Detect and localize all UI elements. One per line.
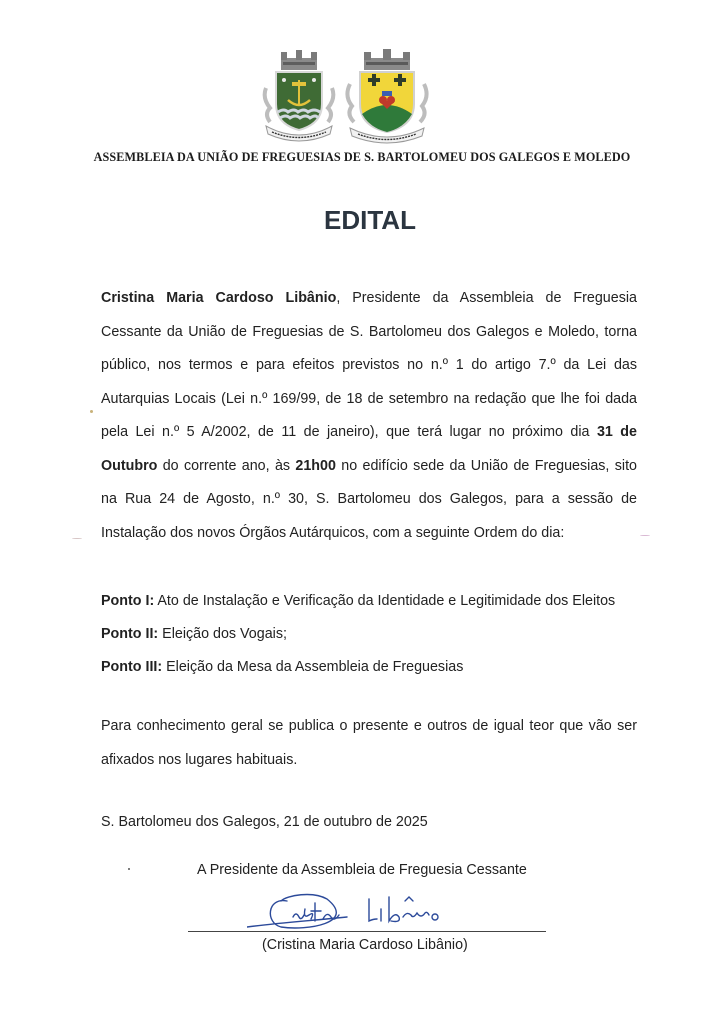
intro-line (101, 282, 637, 316)
agenda-item-label: Ponto I: (101, 593, 155, 609)
intro-line (101, 416, 637, 450)
intro-text: do corrente ano, às (157, 457, 296, 474)
event-month: Outubro (101, 457, 158, 474)
signatory-role: A Presidente da Assembleia de Freguesia Cessante (197, 862, 527, 878)
signature-line (188, 931, 546, 932)
scan-speck (128, 868, 130, 870)
scan-speck (72, 538, 82, 539)
intro-line: Cessante da União de Freguesias de S. Bartolomeu dos Galegos e Moledo, torna (101, 323, 637, 340)
intro-text: pela Lei n.º 5 A/2002, de 11 de janeiro), que terá lugar no próximo dia (101, 424, 597, 440)
agenda-item-text: Eleição dos Vogais; (158, 626, 287, 642)
intro-paragraph (101, 282, 637, 550)
sao-bartolomeu-crest-icon (262, 48, 336, 144)
moledo-crest-icon (344, 48, 430, 144)
scan-speck (90, 410, 93, 413)
closing-line: Para conhecimento geral se publica o presente e outros de igual teor que vão ser (101, 718, 637, 734)
agenda-item (101, 585, 661, 618)
event-time: 21h00 (295, 457, 336, 474)
agenda-list (101, 585, 661, 684)
intro-text: , Presidente da Assembleia de Freguesia (336, 290, 637, 306)
closing-paragraph (101, 710, 637, 777)
agenda-item (101, 651, 661, 684)
organization-header: ASSEMBLEIA DA UNIÃO DE FREGUESIAS DE S. BARTOLOMEU DOS GALEGOS E MOLEDO (93, 150, 631, 164)
intro-line: Autarquias Locais (Lei n.º 169/99, de 18 de setembro na redação que lhe foi dada (101, 390, 637, 407)
intro-line: público, nos termos e para efeitos previstos no n.º 1 do artigo 7.º da Lei das (101, 357, 637, 373)
scan-speck (640, 535, 650, 536)
president-name: Cristina Maria Cardoso Libânio (101, 290, 337, 306)
header-crests (262, 48, 432, 148)
agenda-item (101, 618, 661, 651)
agenda-item-text: Eleição da Mesa da Assembleia de Freguesias (162, 659, 464, 675)
signatory-name: (Cristina Maria Cardoso Libânio) (262, 937, 468, 953)
agenda-item-label: Ponto III: (101, 659, 163, 675)
intro-line: na Rua 24 de Agosto, n.º 30, S. Bartolomeu dos Galegos, para a sessão de (101, 491, 637, 507)
intro-text: no edifício sede da União de Freguesias, sito (335, 457, 637, 474)
closing-line: afixados nos lugares habituais. (101, 751, 298, 768)
agenda-item-text: Ato de Instalação e Verificação da Identidade e Legitimidade dos Eleitos (154, 593, 616, 609)
agenda-item-label: Ponto II: (101, 626, 159, 642)
document-title: EDITAL (324, 205, 416, 235)
intro-line: Instalação dos novos Órgãos Autárquicos, com a seguinte Ordem do dia: (101, 524, 565, 541)
event-date: 31 de (596, 424, 637, 440)
place-and-date: S. Bartolomeu dos Galegos, 21 de outubro de 2025 (101, 814, 428, 830)
intro-line (101, 450, 637, 484)
handwritten-signature-icon (247, 887, 487, 935)
